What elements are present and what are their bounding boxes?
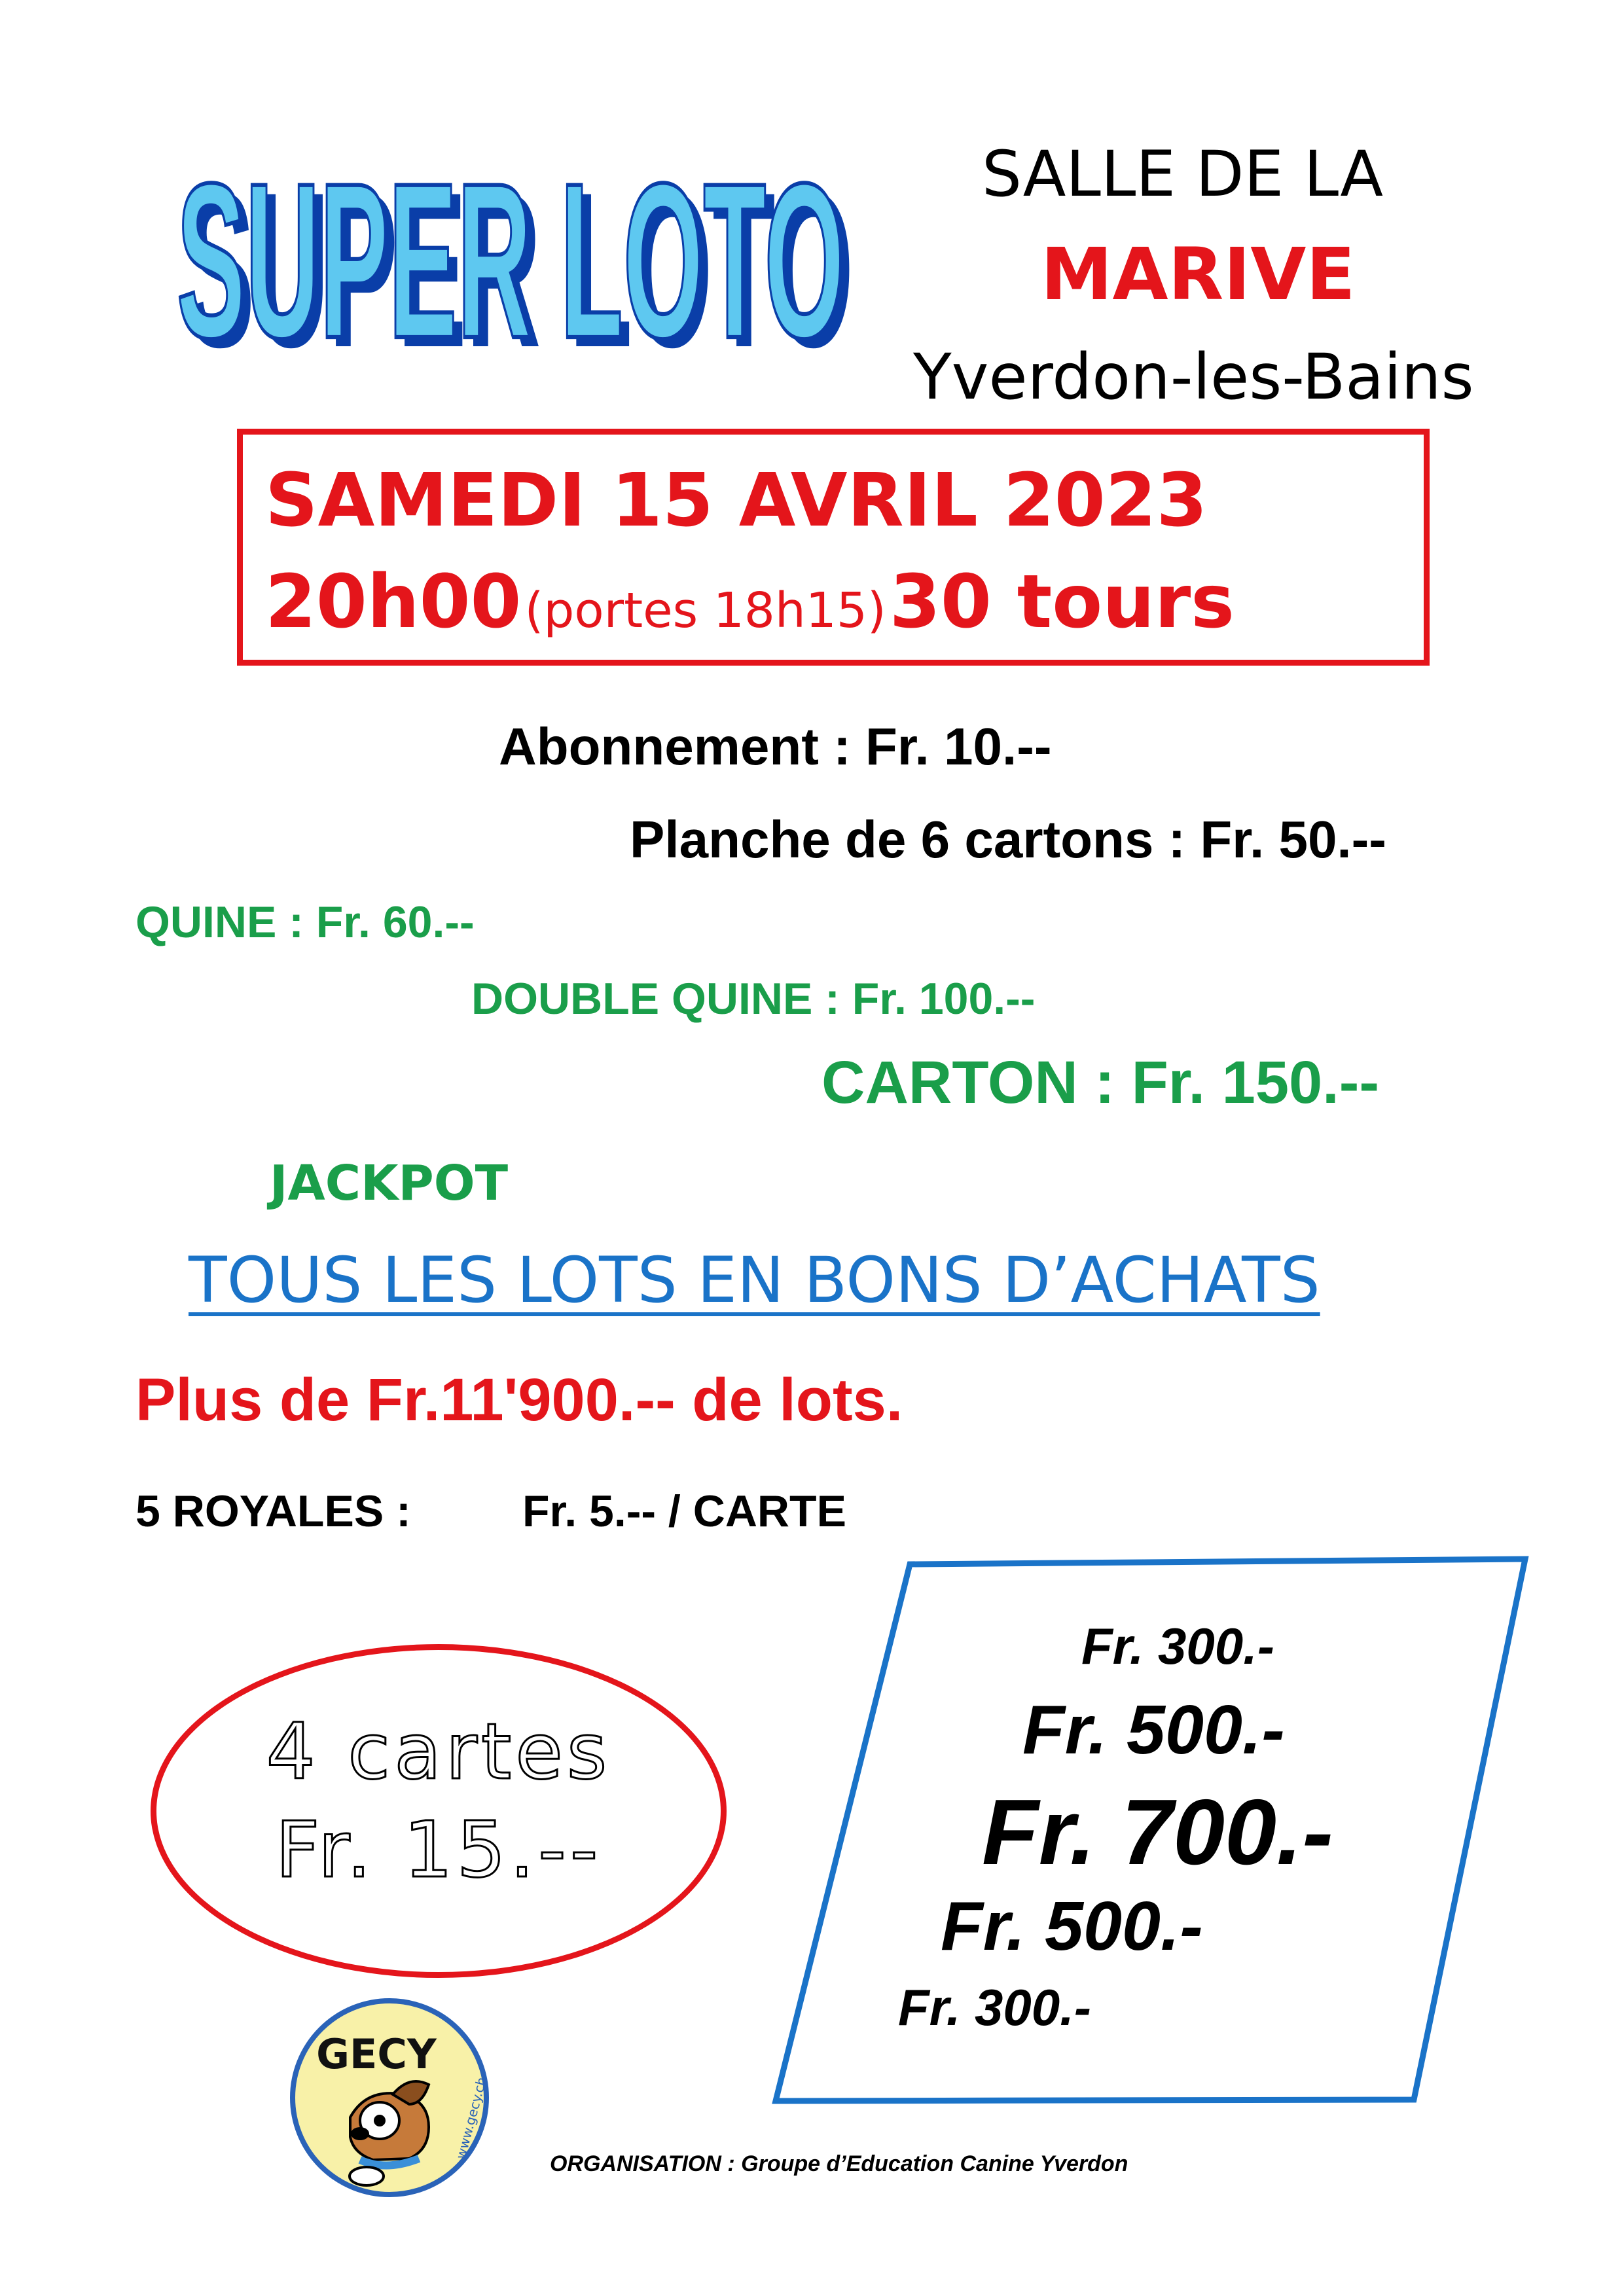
royale-prize-3: Fr. 700.- — [982, 1780, 1333, 1884]
royale-prize-4: Fr. 500.- — [941, 1888, 1203, 1965]
venue-line1: SALLE DE LA — [982, 137, 1383, 211]
royale-prize-1: Fr. 300.- — [1081, 1617, 1274, 1675]
gecy-logo-url: www.gecy.ch — [452, 2075, 490, 2161]
abonnement-price: Abonnement : Fr. 10.-- — [499, 717, 1052, 776]
double-quine-prize: DOUBLE QUINE : Fr. 100.-- — [471, 974, 1036, 1024]
logo-text: SUPER LOTO — [177, 137, 844, 384]
venue-name: MARIVE — [1041, 232, 1356, 316]
lots-bons-heading: TOUS LES LOTS EN BONS D’ACHATS — [189, 1244, 1320, 1317]
venue-city: Yverdon-les-Bains — [913, 340, 1474, 414]
event-date: SAMEDI 15 AVRIL 2023 — [265, 458, 1208, 543]
svg-text:4 cartes — [266, 1706, 611, 1797]
event-time-row — [265, 560, 1235, 645]
svg-text:GECY — [316, 2030, 437, 2078]
svg-text:SUPER LOTO — [177, 137, 844, 384]
jackpot-label: JACKPOT — [270, 1155, 509, 1211]
offer-line2: Fr. 15.-- — [275, 1804, 602, 1895]
super-loto-logo — [164, 124, 871, 399]
svg-text:Fr. 15.-- — [276, 1804, 602, 1895]
event-doors: (portes 18h15) — [524, 583, 886, 639]
total-lots: Plus de Fr.11'900.-- de lots. — [135, 1367, 903, 1433]
offer-text-group — [151, 1644, 727, 1978]
event-time: 20h00 — [265, 560, 522, 645]
offer-line1: 4 cartes — [266, 1706, 611, 1797]
gecy-logo-text: GECY — [316, 2030, 437, 2078]
logo-shadow-text: SUPER LOTO — [186, 146, 854, 393]
event-tours: 30 tours — [889, 560, 1235, 645]
quine-prize: QUINE : Fr. 60.-- — [135, 897, 475, 947]
royales-price: Fr. 5.-- / CARTE — [522, 1486, 846, 1536]
organisation-credit: ORGANISATION : Groupe d’Education Canine Yverdon — [550, 2151, 1128, 2176]
royales-label: 5 ROYALES : — [135, 1486, 411, 1536]
royale-prize-2: Fr. 500.- — [1022, 1691, 1285, 1768]
planche-price: Planche de 6 cartons : Fr. 50.-- — [630, 810, 1386, 869]
royale-prize-5: Fr. 300.- — [898, 1979, 1091, 2036]
gecy-logo — [288, 1996, 491, 2199]
carton-prize: CARTON : Fr. 150.-- — [821, 1049, 1379, 1116]
